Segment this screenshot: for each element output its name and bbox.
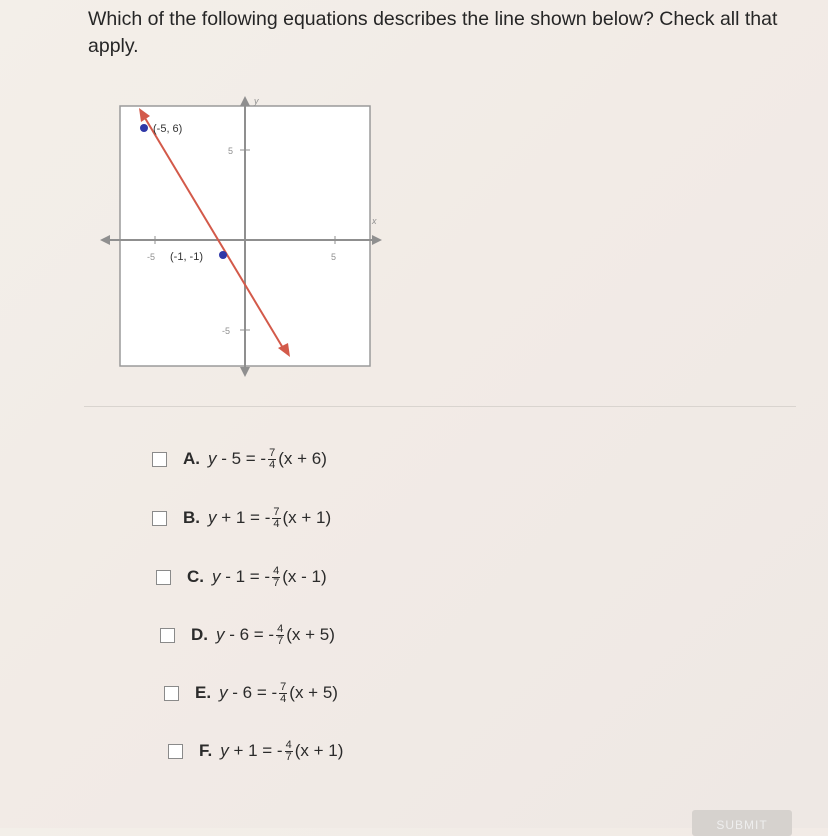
equation-fraction — [276, 624, 284, 647]
option-e-equation — [219, 682, 338, 705]
fraction-denominator: 4 — [273, 517, 280, 530]
option-f-letter: F. — [199, 741, 213, 760]
equation-fraction — [268, 448, 276, 471]
option-b-checkbox[interactable] — [152, 511, 167, 526]
option-f[interactable] — [168, 736, 343, 766]
option-e-checkbox[interactable] — [164, 686, 179, 701]
option-b-equation — [208, 507, 331, 530]
fraction-numerator: 4 — [285, 738, 292, 751]
option-c-checkbox[interactable] — [156, 570, 171, 585]
submit-button[interactable]: SUBMIT — [692, 810, 792, 836]
y-axis-arrow-up — [240, 96, 250, 106]
option-a-checkbox[interactable] — [152, 452, 167, 467]
equation-rhs: (x + 5) — [289, 683, 338, 702]
equation-rhs: (x + 5) — [286, 625, 335, 644]
equation-fraction — [272, 566, 280, 589]
option-a-letter: A. — [183, 449, 200, 468]
option-d-equation — [216, 624, 335, 647]
equation-fraction — [272, 507, 280, 530]
equation-rhs: (x - 1) — [282, 567, 327, 586]
equation-lhs: - 6 = - — [227, 683, 278, 702]
option-c-letter: C. — [187, 567, 204, 586]
equation-var: y — [220, 741, 229, 760]
equation-lhs: + 1 = - — [216, 508, 271, 527]
equation-rhs: (x + 1) — [282, 508, 332, 527]
equation-var: y — [212, 567, 221, 586]
point-a-marker — [140, 124, 148, 132]
tick-label-x-neg: -5 — [147, 252, 156, 262]
coordinate-graph — [100, 94, 385, 379]
option-e[interactable] — [164, 678, 338, 708]
equation-lhs: - 5 = - — [216, 449, 267, 468]
equation-lhs: - 1 = - — [220, 567, 271, 586]
fraction-denominator: 7 — [273, 576, 280, 589]
option-b[interactable] — [152, 503, 331, 533]
option-f-equation — [220, 740, 343, 763]
fraction-numerator: 7 — [280, 680, 287, 693]
option-e-letter: E. — [195, 683, 212, 702]
equation-var: y — [216, 625, 225, 644]
option-f-checkbox[interactable] — [168, 744, 183, 759]
equation-lhs: - 6 = - — [224, 625, 275, 644]
tick-label-y-neg: -5 — [222, 326, 231, 336]
point-b-marker — [219, 251, 227, 259]
option-a[interactable] — [152, 444, 327, 474]
option-d-checkbox[interactable] — [160, 628, 175, 643]
equation-rhs: (x + 1) — [294, 741, 344, 760]
point-b-label: (-1, -1) — [170, 251, 203, 263]
question-text: Which of the following equations describes the line shown below? Check all that apply. — [88, 8, 778, 57]
tick-label-x-pos: 5 — [331, 252, 337, 262]
x-axis-arrow-right — [372, 235, 382, 245]
fraction-numerator: 7 — [273, 505, 280, 518]
option-b-letter: B. — [183, 508, 200, 527]
equation-var: y — [208, 508, 217, 527]
option-d-letter: D. — [191, 625, 208, 644]
fraction-numerator: 7 — [269, 446, 276, 459]
fraction-denominator: 7 — [285, 750, 292, 763]
equation-var: y — [219, 683, 228, 702]
tick-label-y-pos: 5 — [228, 146, 234, 156]
equation-lhs: + 1 = - — [228, 741, 283, 760]
y-axis-label: y — [254, 96, 259, 106]
equation-var: y — [208, 449, 217, 468]
x-axis-arrow-left — [100, 235, 110, 245]
fraction-numerator: 4 — [277, 622, 284, 635]
equation-fraction — [279, 682, 287, 705]
fraction-denominator: 7 — [277, 634, 284, 647]
x-axis-label: x — [372, 216, 377, 226]
graph-svg — [100, 94, 385, 379]
equation-fraction — [285, 740, 293, 763]
option-c-equation — [212, 566, 327, 589]
section-divider — [84, 406, 796, 407]
fraction-denominator: 4 — [280, 692, 287, 705]
point-a-label: (-5, 6) — [153, 123, 183, 135]
option-c[interactable] — [156, 562, 327, 592]
fraction-numerator: 4 — [273, 564, 280, 577]
option-a-equation — [208, 448, 327, 471]
y-axis-arrow-down — [240, 367, 250, 377]
fraction-denominator: 4 — [269, 458, 276, 471]
equation-rhs: (x + 6) — [278, 449, 327, 468]
option-d[interactable] — [160, 620, 335, 650]
